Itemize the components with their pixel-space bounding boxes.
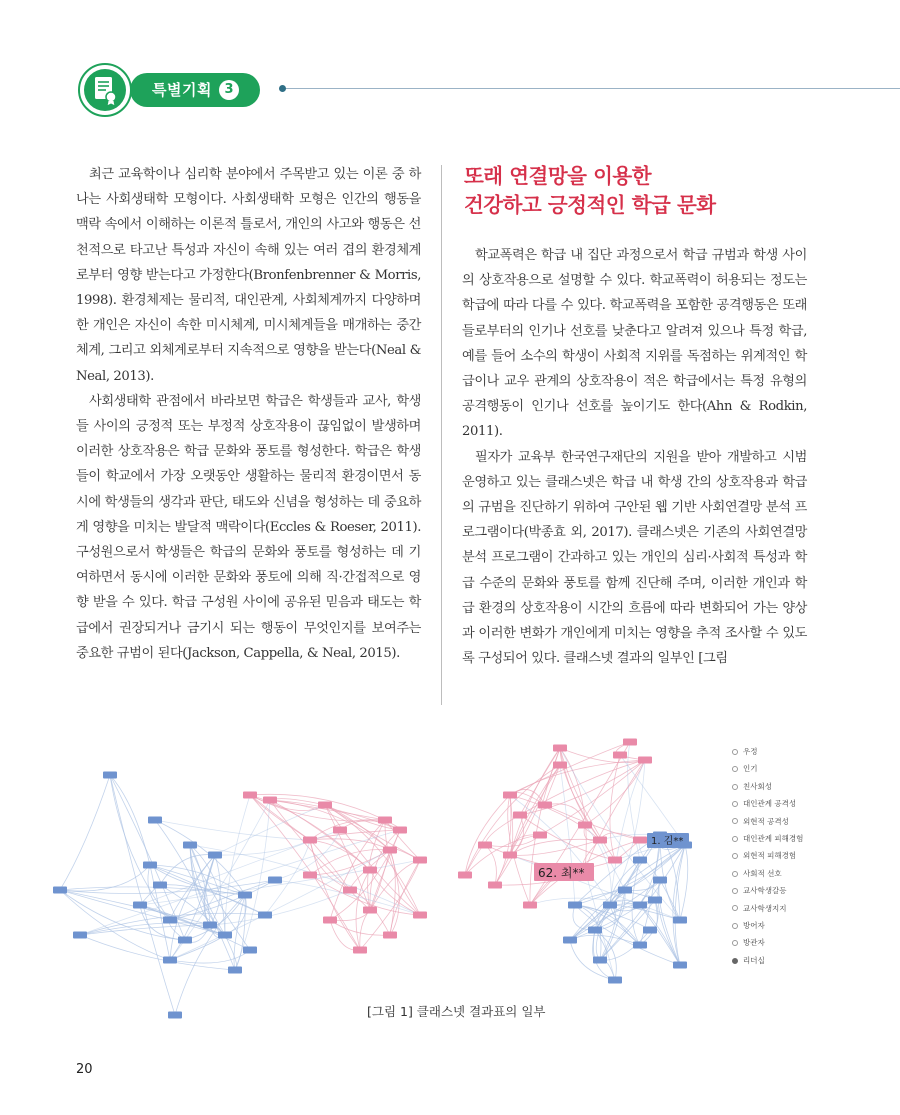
legend-item[interactable] bbox=[732, 847, 803, 864]
network-node bbox=[593, 837, 607, 844]
network-node bbox=[613, 752, 627, 759]
network-node bbox=[673, 917, 687, 924]
radio-icon bbox=[732, 766, 738, 772]
radio-icon bbox=[732, 905, 738, 911]
network-node bbox=[168, 1012, 182, 1019]
network-node bbox=[178, 937, 192, 944]
network-node bbox=[633, 902, 647, 909]
legend-item[interactable] bbox=[732, 743, 803, 760]
paragraph: 학교폭력은 학급 내 집단 과정으로서 학급 규범과 학생 사이의 상호작용으로 설명할 수 있다. 학교폭력이 허용되는 정도는 학급에 따라 다를 수 있다. 학교폭력을 포함한 공격행동은 또래들로부터의 인기나 선호를 낮춘다고 알려져 있으나 특정 학급, 예를 들어 소수의 학생이 사회적 지위를 독점하는 위계적인 학급이나 교우 관계의 상호작용이 적은 학급에서는 특정 유형의 공격행동이 인기나 선호를 높이기도 한다(Ahn & Rodkin, 2011). bbox=[462, 248, 807, 440]
network-node bbox=[268, 877, 282, 884]
left-column bbox=[76, 162, 421, 666]
network-node bbox=[183, 842, 197, 849]
network-node bbox=[513, 812, 527, 819]
network-node bbox=[163, 917, 177, 924]
legend-item[interactable] bbox=[732, 917, 803, 934]
article-title-line-2: 건강하고 긍정적인 학급 문화 bbox=[464, 193, 716, 217]
network-node bbox=[203, 922, 217, 929]
radio-icon bbox=[732, 784, 738, 790]
network-node bbox=[303, 872, 317, 879]
article-title-line-1: 또래 연결망을 이용한 bbox=[464, 164, 652, 188]
network-node bbox=[503, 852, 517, 859]
network-node bbox=[538, 802, 552, 809]
network-edge bbox=[155, 820, 245, 895]
network-node bbox=[458, 872, 472, 879]
header-rule-dot bbox=[279, 85, 286, 92]
network-node bbox=[343, 887, 357, 894]
legend-item[interactable] bbox=[732, 900, 803, 917]
network-edge bbox=[560, 748, 645, 763]
network-node bbox=[163, 957, 177, 964]
legend-item[interactable] bbox=[732, 778, 803, 795]
legend-label: 외현적 공격성 bbox=[743, 816, 789, 826]
network-node bbox=[103, 772, 117, 779]
network-node bbox=[593, 957, 607, 964]
network-edge bbox=[110, 775, 170, 920]
network-edge bbox=[560, 765, 575, 905]
network-node bbox=[363, 907, 377, 914]
radio-icon bbox=[732, 749, 738, 755]
network-node bbox=[263, 797, 277, 804]
radio-icon bbox=[732, 801, 738, 807]
legend-item[interactable] bbox=[732, 760, 803, 777]
network-node bbox=[533, 832, 547, 839]
legend-label: 사회적 선호 bbox=[743, 868, 782, 878]
network-node bbox=[383, 932, 397, 939]
network-node bbox=[378, 817, 392, 824]
network-node bbox=[143, 862, 157, 869]
network-node bbox=[638, 757, 652, 764]
network-node bbox=[608, 857, 622, 864]
legend-item[interactable] bbox=[732, 813, 803, 830]
network-node bbox=[363, 867, 377, 874]
network-node bbox=[153, 882, 167, 889]
network-node bbox=[478, 842, 492, 849]
network-node bbox=[208, 852, 222, 859]
network-node bbox=[643, 927, 657, 934]
network-node bbox=[148, 817, 162, 824]
network-node bbox=[673, 962, 687, 969]
network-node bbox=[618, 887, 632, 894]
legend-label: 교사학생갈등 bbox=[743, 886, 787, 896]
network-node bbox=[588, 927, 602, 934]
network-node bbox=[303, 837, 317, 844]
network-node bbox=[318, 802, 332, 809]
column-divider bbox=[441, 165, 442, 705]
radio-icon bbox=[732, 888, 738, 894]
network-edge bbox=[330, 920, 390, 935]
network-node bbox=[133, 902, 147, 909]
legend-label: 친사회성 bbox=[743, 781, 772, 791]
network-node bbox=[238, 892, 252, 899]
network-node bbox=[553, 745, 567, 752]
legend-label: 방관자 bbox=[743, 938, 765, 948]
network-node bbox=[563, 937, 577, 944]
legend-label: 우정 bbox=[743, 747, 758, 756]
radio-icon bbox=[732, 818, 738, 824]
radio-icon bbox=[732, 940, 738, 946]
certificate-icon bbox=[78, 63, 132, 117]
section-number: 3 bbox=[219, 80, 239, 100]
figure-caption: [그림 1] 클래스넷 결과표의 일부 bbox=[367, 1004, 546, 1019]
header-rule bbox=[282, 88, 900, 89]
legend-item[interactable] bbox=[732, 830, 803, 847]
network-node bbox=[578, 822, 592, 829]
network-node bbox=[523, 902, 537, 909]
right-column bbox=[462, 243, 807, 671]
network-node bbox=[413, 857, 427, 864]
legend-item[interactable] bbox=[732, 934, 803, 951]
legend-label: 외현적 피해경험 bbox=[743, 851, 797, 861]
network-node bbox=[383, 847, 397, 854]
legend-item[interactable] bbox=[732, 882, 803, 899]
network-node bbox=[653, 877, 667, 884]
legend-label: 교사학생지지 bbox=[743, 903, 787, 913]
network-edge bbox=[110, 775, 150, 865]
legend-item[interactable] bbox=[732, 952, 803, 969]
legend-label: 리더십 bbox=[743, 955, 765, 965]
network-edge bbox=[325, 805, 420, 915]
radio-icon bbox=[732, 923, 738, 929]
network-node bbox=[53, 887, 67, 894]
network-edge bbox=[80, 830, 400, 935]
network-node bbox=[633, 837, 647, 844]
network-node bbox=[648, 897, 662, 904]
network-node bbox=[608, 977, 622, 984]
legend-label: 대인관계 피해경험 bbox=[743, 834, 804, 844]
legend-item[interactable] bbox=[732, 865, 803, 882]
legend-label: 대인관계 공격성 bbox=[743, 799, 797, 809]
network-node bbox=[218, 932, 232, 939]
network-node bbox=[623, 739, 637, 746]
network-edge bbox=[385, 820, 420, 915]
network-node bbox=[243, 947, 257, 954]
page-number: 20 bbox=[76, 1062, 93, 1077]
network-node bbox=[568, 902, 582, 909]
network-node bbox=[413, 912, 427, 919]
radio-icon bbox=[732, 836, 738, 842]
paragraph: 사회생태학 관점에서 바라보면 학급은 학생들과 교사, 학생들 사이의 긍정적 또는 부정적 상호작용이 끊임없이 발생하며 이러한 상호작용은 학급 문화와 풍토를 형성한다. 학급은 학생들이 학교에서 가장 오랫동안 생활하는 물리적 환경이면서 동시에 학생들의 생각과 판단, 태도와 신념을 형성하는 데 중요하게 영향을 미치는 발달적 맥락이다(Eccles & Roeser, 2011). 구성원으로서 학생들은 학급의 문화와 풍토를 형성하는 데 기여하면서 동시에 이러한 문화와 풍토에 의해 직·간접적으로 영향 받을 수 있다. 학급 구성원 사이에 공유된 믿음과 태도는 학급에서 권장되거나 금기시 되는 행동이 무엇인지를 보여주는 중요한 규범이 된다(Jackson, Cappella, & Neal, 2015). bbox=[76, 393, 421, 661]
network-edge bbox=[110, 775, 175, 1015]
network-node bbox=[633, 942, 647, 949]
article-title bbox=[464, 162, 824, 220]
network-node bbox=[633, 857, 647, 864]
radio-icon bbox=[732, 871, 738, 877]
network-node bbox=[73, 932, 87, 939]
network-graph-figure bbox=[40, 730, 830, 1030]
network-edge bbox=[225, 935, 237, 970]
legend-label: 방어자 bbox=[743, 921, 765, 931]
network-edge bbox=[80, 935, 235, 970]
section-label: 특별기획 bbox=[152, 81, 212, 99]
network-node bbox=[258, 912, 272, 919]
network-node bbox=[553, 762, 567, 769]
paragraph: 최근 교육학이나 심리학 분야에서 주목받고 있는 이론 중 하나는 사회생태학 모형이다. 사회생태학 모형은 인간의 행동을 맥락 속에서 이해하는 이론적 틀로서, 개인의 사고와 행동은 선천적으로 타고난 특성과 자신이 속해 있는 여러 겹의 환경체계로부터 영향 받는다고 가정한다(Bronfenbrenner & Morris, 1998). 환경체제는 물리적, 대인관계, 사회체계까지 다양하며 한 개인은 자신이 속한 미시체계, 미시체계들을 매개하는 중간체계, 그리고 외체계로부터 지속적으로 영향을 받는다(Neal & Neal, 2013). bbox=[76, 167, 421, 384]
network-edge bbox=[60, 775, 110, 890]
network-node bbox=[603, 902, 617, 909]
network-edge bbox=[80, 925, 210, 935]
network-node bbox=[488, 882, 502, 889]
radio-icon bbox=[732, 958, 738, 964]
network-edge bbox=[325, 805, 420, 915]
radio-icon bbox=[732, 853, 738, 859]
network-node bbox=[333, 827, 347, 834]
paragraph: 필자가 교육부 한국연구재단의 지원을 받아 개발하고 시범 운영하고 있는 클래스넷은 학급 내 학생 간의 상호작용과 학급의 규범을 진단하기 위하여 구안된 웹 기반 사회연결망 분석 프로그램이다(박종효 외, 2017). 클래스넷은 기존의 사회연결망 분석 프로그램이 간과하고 있는 개인의 심리·사회적 특성과 학급 수준의 문화와 풍토를 함께 진단해 주며, 이러한 개인과 학급 환경의 상호작용이 시간의 흐름에 따라 변화되어 가는 양상과 이러한 변화가 개인에게 미치는 영향을 추적 조사할 수 있도록 구성되어 있다. 클래스넷 결과의 일부인 [그림 bbox=[462, 449, 807, 667]
network-node bbox=[503, 792, 517, 799]
network-node bbox=[243, 792, 257, 799]
legend-label: 인기 bbox=[743, 764, 758, 774]
highlighted-node-label: 1. 김** bbox=[651, 836, 684, 847]
network-node bbox=[323, 917, 337, 924]
network-node bbox=[353, 947, 367, 954]
highlighted-node-label: 62. 최** bbox=[538, 866, 585, 880]
network-node bbox=[393, 827, 407, 834]
figure-legend bbox=[732, 743, 803, 969]
network-node bbox=[228, 967, 242, 974]
legend-item[interactable] bbox=[732, 795, 803, 812]
